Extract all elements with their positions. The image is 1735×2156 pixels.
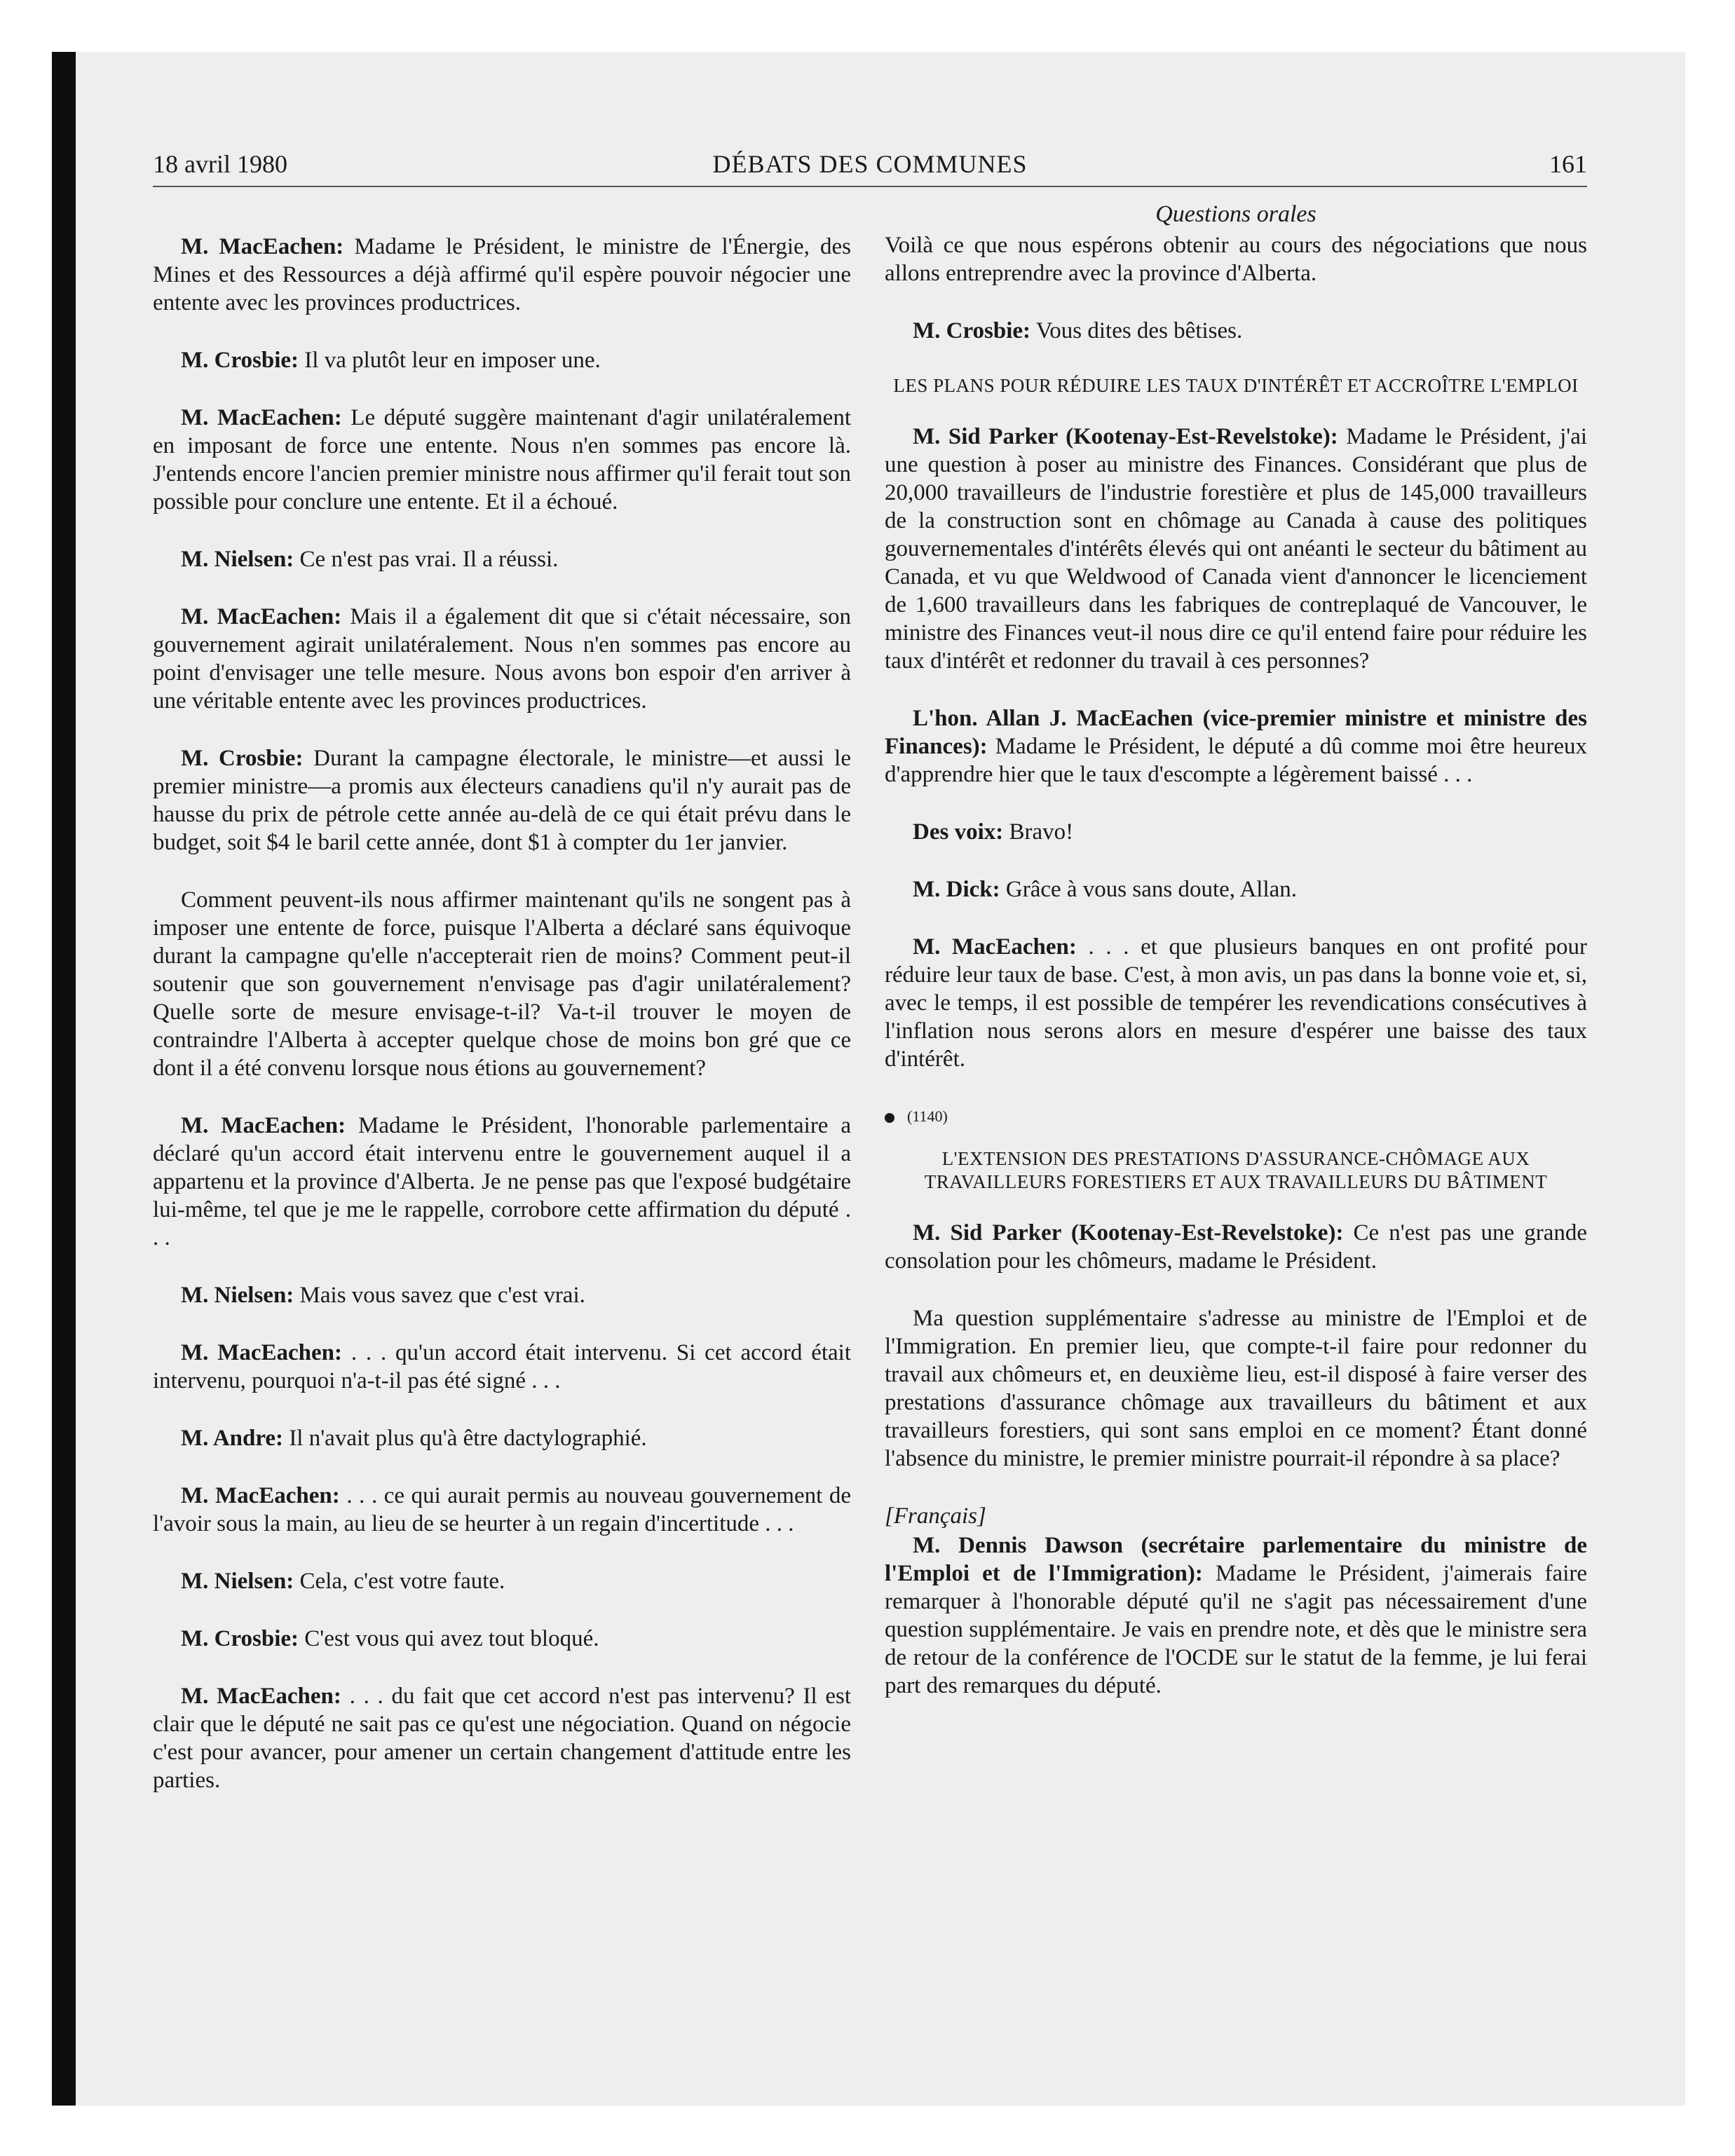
speech-paragraph <box>153 1112 851 1252</box>
running-head: Questions orales <box>1155 201 1316 227</box>
speech-text: Ce n'est pas une grande consolation pour les chômeurs, madame le Président. <box>885 1220 1588 1274</box>
speech-paragraph <box>153 1482 851 1538</box>
speech-paragraph <box>885 423 1587 675</box>
speaker-name: L'hon. Allan J. MacEachen (vice-premier ministre et ministre des Finances): <box>885 706 1587 759</box>
speaker-name: M. MacEachen: <box>181 405 342 430</box>
speech-text: Madame le Président, le député a dû comme moi être heureux d'apprendre hier que le taux d'escompte a légèrement baissé . . . <box>885 734 1588 787</box>
speech-paragraph <box>153 346 851 374</box>
speech-paragraph <box>885 1531 1587 1700</box>
section-heading: LES PLANS POUR RÉDUIRE LES TAUX D'INTÉRÊT ET ACCROÎTRE L'EMPLOI <box>893 375 1579 396</box>
section-body <box>885 1219 1587 1473</box>
bullet-icon <box>885 1113 894 1123</box>
speaker-name: M. MacEachen: <box>181 604 342 629</box>
speaker-name: Des voix: <box>913 819 1004 845</box>
binding-edge <box>52 52 76 2106</box>
speaker-name: M. Dick: <box>913 877 1000 902</box>
language-tag: [Français] <box>885 1503 986 1529</box>
speaker-name: M. MacEachen: <box>181 1684 341 1709</box>
section-body <box>885 423 1587 1073</box>
speaker-name: M. Dennis Dawson (secrétaire parlementaire du ministre de l'Emploi et de l'Immigration): <box>885 1533 1587 1586</box>
header-title: DÉBATS DES COMMUNES <box>712 150 1028 178</box>
speech-text: Ma question supplémentaire s'adresse au ministre de l'Emploi et de l'Immigration. En premier lieu, que compte-t-il faire pour redonner du travail aux chômeurs et, en deuxième lieu, est-il disposé à faire verser des prestations d'assurance chômage aux travailleurs du bâtiment et aux travailleurs forestiers, qui sont sans emploi en ce moment? Étant donné l'absence du ministre, le premier ministre pourrait-il répondre à sa place? <box>885 1306 1587 1471</box>
speech-text: Mais vous savez que c'est vrai. <box>299 1283 585 1308</box>
speech-paragraph <box>153 886 851 1082</box>
speaker-name: M. MacEachen: <box>181 234 344 259</box>
speech-text: Cela, c'est votre faute. <box>299 1569 505 1594</box>
speech-text: Madame le Président, j'aimerais faire remarquer à l'honorable député qu'il ne s'agit pas nécessairement d'une question supplémentaire. Je vais en prendre note, et dès que le ministre sera de retour de la conférence de l'OCDE sur le statut de la femme, je lui ferai part des remarques du député. <box>885 1561 1587 1698</box>
speaker-name: M. MacEachen: <box>181 1340 343 1365</box>
speaker-name: M. Crosbie: <box>913 318 1031 343</box>
speech-paragraph <box>153 1682 851 1794</box>
speaker-name: M. Sid Parker (Kootenay-Est-Revelstoke): <box>913 1220 1344 1246</box>
speech-paragraph <box>153 1567 851 1595</box>
speech-paragraph <box>153 545 851 573</box>
document-page <box>52 52 1685 2106</box>
speech-paragraph <box>153 1281 851 1309</box>
time-marker <box>885 1103 1587 1131</box>
speech-text: . . . ce qui aurait permis au nouveau gouvernement de l'avoir sous la main, au lieu de se heurter à un regain d'incertitude . . . <box>153 1483 851 1536</box>
header-page-number: 161 <box>1549 150 1587 178</box>
speech-paragraph <box>885 1304 1587 1473</box>
speech-text: Vous dites des bêtises. <box>1035 318 1243 343</box>
speaker-name: M. MacEachen: <box>181 1483 340 1508</box>
speech-text: Ce n'est pas vrai. Il a réussi. <box>299 547 559 572</box>
speech-text: Mais il a également dit que si c'était nécessaire, son gouvernement agirait unilatéralement. Nous n'en sommes pas encore au point d'envisager une telle mesure. Nous avons bon espoir d'en arriver à une véritable entente avec les provinces productrices. <box>153 604 851 714</box>
speech-paragraph <box>153 603 851 715</box>
speech-paragraph <box>885 704 1587 789</box>
speech-text: Madame le Président, j'ai une question à poser au ministre des Finances. Considérant que plus de 20,000 travailleurs de l'industrie forestière et plus de 145,000 travailleurs de la construction sont en chômage au Canada à cause des politiques gouvernementales d'intérêts élevés qui ont anéanti le secteur du bâtiment au Canada, et vu que Weldwood of Canada vient d'annoncer le licenciement de 1,600 travailleurs dans les fabriques de contreplaqué de Vancouver, le ministre des Finances veut-il nous dire ce qu'il entend faire pour réduire les taux d'intérêt et redonner du travail à ces personnes? <box>885 424 1588 674</box>
speaker-name: M. Andre: <box>181 1426 284 1451</box>
speech-text: Il va plutôt leur en imposer une. <box>304 348 601 373</box>
speaker-name: M. Nielsen: <box>181 1569 294 1594</box>
speaker-name: M. MacEachen: <box>181 1113 346 1138</box>
speech-text: . . . et que plusieurs banques en ont profité pour réduire leur taux de base. C'est, à mon avis, un pas dans la bonne voie et, si, avec le temps, il est possible de tempérer les revendications consécutives à l'inflation nous serons alors en mesure d'espérer une baisse des taux d'intérêt. <box>885 934 1588 1072</box>
speech-text: Madame le Président, le ministre de l'Énergie, des Mines et des Ressources a déjà affirmé qu'il espère pouvoir négocier une entente avec les provinces productrices. <box>153 234 851 315</box>
speech-paragraph <box>153 1424 851 1452</box>
speech-paragraph <box>885 818 1587 846</box>
speaker-name: M. Crosbie: <box>181 1626 299 1651</box>
section-heading: L'EXTENSION DES PRESTATIONS D'ASSURANCE-CHÔMAGE AUX TRAVAILLEURS FORESTIERS ET AUX TRAVAILLEURS DU BÂTIMENT <box>924 1148 1548 1192</box>
page-header <box>153 146 1587 187</box>
speech-paragraph <box>153 233 851 317</box>
time-marker-label: (1140) <box>907 1107 948 1125</box>
header-date: 18 avril 1980 <box>153 150 287 178</box>
speech-text: Il n'avait plus qu'à être dactylographié. <box>289 1426 647 1451</box>
speech-text: Durant la campagne électorale, le ministre—et aussi le premier ministre—a promis aux électeurs canadiens qu'il n'y aurait pas de hausse du prix de pétrole cette année au-delà de ce qui était prévu dans le budget, soit $4 le baril cette année, dont $1 à compter du 1er janvier. <box>153 746 852 855</box>
speech-paragraph <box>153 744 851 857</box>
continuation-paragraph: Voilà ce que nous espérons obtenir au cours des négociations que nous allons entreprendre avec la province d'Alberta. <box>885 233 1587 286</box>
speaker-name: M. Sid Parker (Kootenay-Est-Revelstoke): <box>913 424 1338 449</box>
speech-text: C'est vous qui avez tout bloqué. <box>304 1626 599 1651</box>
speech-text: Madame le Président, l'honorable parlementaire a déclaré qu'un accord était intervenu entre le gouvernement auquel il a appartenu et la province d'Alberta. Je ne pense pas que l'exposé budgétaire lui-même, tel que je me le rappelle, corrobore cette affirmation du député . . . <box>153 1113 852 1250</box>
speech-text: . . . qu'un accord était intervenu. Si cet accord était intervenu, pourquoi n'a-t-il pas été signé . . . <box>153 1340 852 1393</box>
speaker-name: M. Crosbie: <box>181 348 299 373</box>
speech-text: Bravo! <box>1009 819 1074 845</box>
speaker-name: M. Crosbie: <box>181 746 304 771</box>
speech-paragraph <box>153 404 851 516</box>
speech-paragraph <box>885 933 1587 1073</box>
right-column <box>885 200 1587 1729</box>
speech-paragraph <box>885 1219 1587 1275</box>
speaker-name: M. MacEachen: <box>913 934 1077 960</box>
speech-text: Comment peuvent-ils nous affirmer maintenant qu'ils ne songent pas à imposer une entente de force, puisque l'Alberta a déclaré sans équivoque durant la campagne qu'elle n'accepterait rien de moins? Comment peut-il soutenir que son gouvernement n'envisage pas d'agir unilatéralement? Quelle sorte de mesure envisage-t-il? Va-t-il trouver le moyen de contraindre l'Alberta à accepter quelque chose de moins bon gré que ce dont il a été convenu lorsque nous étions au gouvernement? <box>153 887 851 1081</box>
speech-text: . . . du fait que cet accord n'est pas intervenu? Il est clair que le député ne sait pas ce qu'est une négociation. Quand on négocie c'est pour avancer, pour amener un certain changement d'attitude entre les parties. <box>153 1684 851 1793</box>
speech-text: Grâce à vous sans doute, Allan. <box>1005 877 1298 902</box>
speech-paragraph <box>153 1625 851 1653</box>
speech-paragraph <box>885 875 1587 903</box>
speaker-name: M. Nielsen: <box>181 1283 294 1308</box>
speech-text: Le député suggère maintenant d'agir unilatéralement en imposant de force une entente. Nous n'en sommes pas encore là. J'entends encore l'ancien premier ministre nous affirmer qu'il ferait tout son possible pour conclure une entente. Et il a échoué. <box>153 405 851 514</box>
speech-paragraph <box>153 1339 851 1395</box>
left-column <box>153 233 851 1824</box>
speaker-name: M. Nielsen: <box>181 547 294 572</box>
speech-paragraph <box>885 317 1587 345</box>
